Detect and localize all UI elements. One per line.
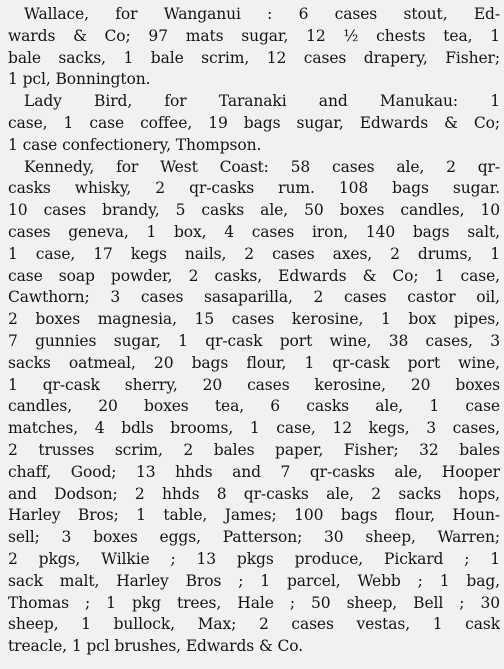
- shipping-entry-lady-bird: [8, 91, 500, 156]
- text-line: Wallace, for Wanganui : 6 cases stout, Ed-: [24, 5, 500, 23]
- text-line: chaff, Good; 13 hhds and 7 qr-casks ale, Hooper: [8, 462, 500, 481]
- text-line: and Dodson; 2 hhds 8 qr-casks ale, 2 sacks hops,: [8, 484, 500, 503]
- text-line: 1 case, 17 kegs nails, 2 cases axes, 2 drums, 1: [8, 244, 500, 263]
- text-line: Cawthorn; 3 cases sasaparilla, 2 cases castor oil,: [8, 288, 500, 307]
- text-line: 1 case confectionery, Thompson.: [8, 135, 262, 154]
- text-line: Kennedy, for West Coast: 58 cases ale, 2 qr-: [24, 157, 500, 176]
- text-line: 1 pcl, Bonnington.: [8, 70, 151, 89]
- text-line: sack malt, Harley Bros ; 1 parcel, Webb ; 1 bag,: [8, 571, 500, 590]
- shipping-entry-kennedy: [8, 157, 500, 658]
- text-line: sacks oatmeal, 20 bags flour, 1 qr-cask port wine,: [8, 353, 500, 372]
- text-line: matches, 4 bdls brooms, 1 case, 12 kegs, 3 cases,: [8, 419, 500, 438]
- text-line: sheep, 1 bullock, Max; 2 cases vestas, 1 cask: [8, 615, 500, 634]
- text-line: 2 trusses scrim, 2 bales paper, Fisher; 32 bales: [8, 440, 500, 459]
- text-line: cases geneva, 1 box, 4 cases iron, 140 bags salt,: [8, 222, 500, 241]
- text-line: Thomas ; 1 pkg trees, Hale ; 50 sheep, Bell ; 30: [8, 593, 500, 612]
- text-line: 7 gunnies sugar, 1 qr-cask port wine, 38 cases, 3: [8, 331, 500, 350]
- shipping-entry-wallace: [8, 4, 500, 91]
- text-line: treacle, 1 pcl brushes, Edwards & Co.: [8, 637, 304, 656]
- text-line: 1 qr-cask sherry, 20 cases kerosine, 20 boxes: [8, 375, 500, 394]
- text-line: 2 boxes magnesia, 15 cases kerosine, 1 box pipes,: [8, 310, 500, 329]
- text-line: case soap powder, 2 casks, Edwards & Co; 1 case,: [8, 266, 500, 285]
- text-line: candles, 20 boxes tea, 6 casks ale, 1 case: [8, 397, 500, 416]
- text-line: Harley Bros; 1 table, James; 100 bags flour, Houn-: [8, 506, 500, 525]
- text-line: sell; 3 boxes eggs, Patterson; 30 sheep, Warren;: [8, 528, 500, 547]
- text-line: case, 1 case coffee, 19 bags sugar, Edwards & Co;: [8, 113, 500, 132]
- text-line: Lady Bird, for Taranaki and Manukau: 1: [24, 92, 500, 111]
- text-line: 2 pkgs, Wilkie ; 13 pkgs produce, Pickard ; 1: [8, 549, 500, 568]
- text-line: 10 cases brandy, 5 casks ale, 50 boxes candles, 10: [8, 201, 500, 220]
- text-line: wards & Co; 97 mats sugar, 12 ½ chests tea, 1: [8, 26, 500, 45]
- text-line: bale sacks, 1 bale scrim, 12 cases drapery, Fisher;: [8, 48, 500, 67]
- text-line: casks whisky, 2 qr-casks rum. 108 bags sugar.: [8, 179, 500, 198]
